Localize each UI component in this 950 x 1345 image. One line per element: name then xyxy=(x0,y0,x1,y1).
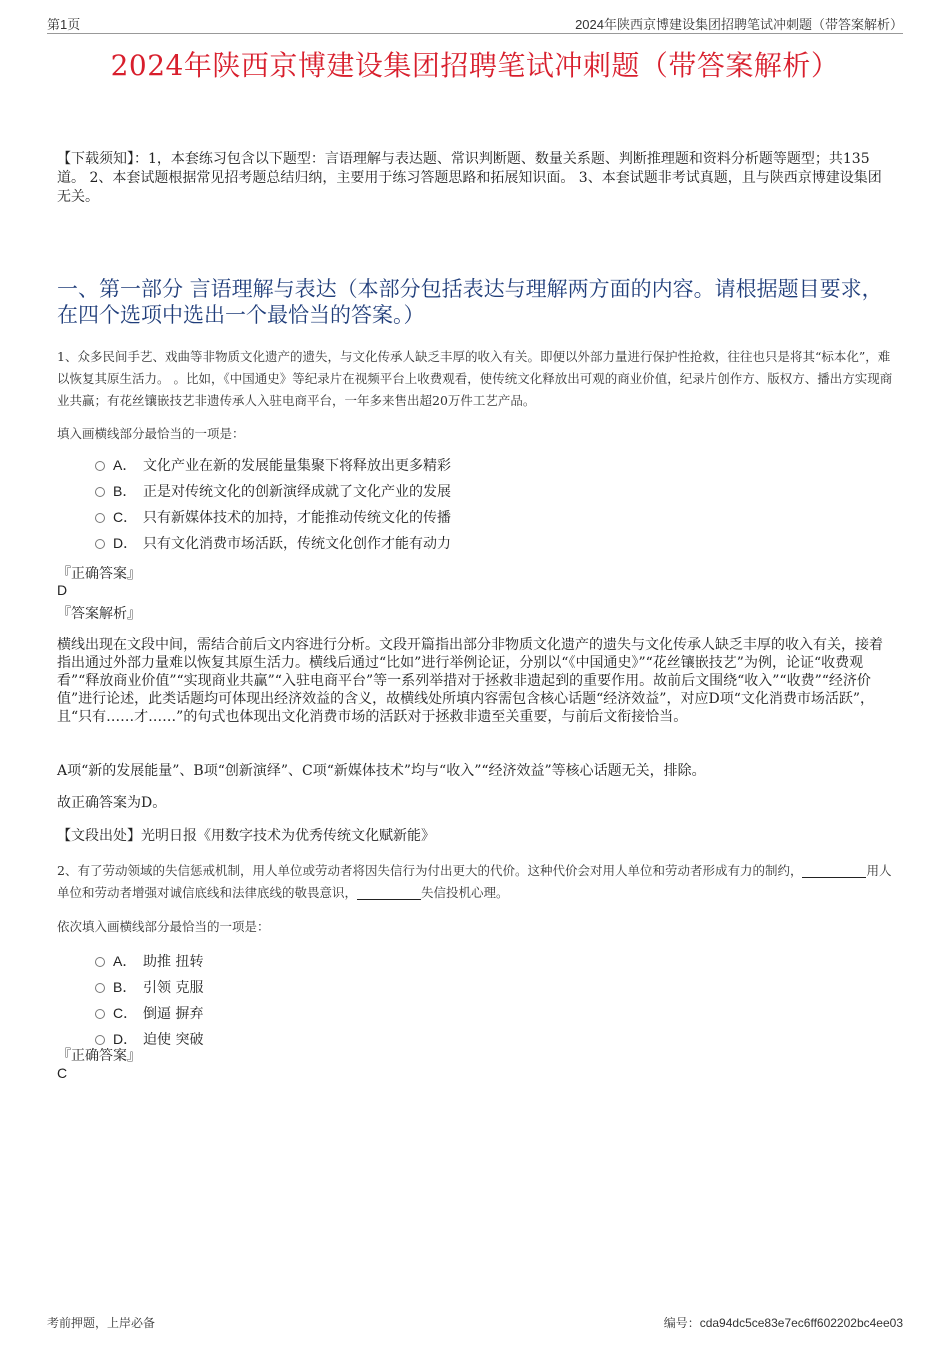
option-text: 引领 克服 xyxy=(143,980,204,996)
section-heading: 一、第一部分 言语理解与表达（本部分包括表达与理解两方面的内容。请根据题目要求，在四个选项中选出一个最恰当的答案。） xyxy=(57,277,883,327)
option-letter: A． xyxy=(113,953,137,969)
download-notice: 【下载须知】：1，本套练习包含以下题型：言语理解与表达题、常识判断题、数量关系题、判断推理题和资料分析题等题型；共135道。 2、本套试题根据常见招考题总结归纳，主要用于练习答题思路和拓展知识面。 3、本套试题非考试真题，且与陕西京博建设集团无关。 xyxy=(57,151,882,205)
question-2-text xyxy=(57,860,895,904)
question-2-part1: 2、有了劳动领域的失信惩戒机制，用人单位或劳动者将因失信行为付出更大的代价。这种代价会对用人单位和劳动者形成有力的制约， xyxy=(57,863,803,878)
option-letter: C． xyxy=(113,1005,138,1021)
option-text: 倒逼 摒弃 xyxy=(143,1006,204,1022)
option-letter: C． xyxy=(113,509,138,525)
option-text: 助推 扭转 xyxy=(143,954,204,970)
question-2-prompt: 依次填入画横线部分最恰当的一项是： xyxy=(57,919,270,934)
option-letter: A． xyxy=(113,457,137,473)
analysis-source: 【文段出处】光明日报《用数字技术为优秀传统文化赋新能》 xyxy=(57,828,435,844)
option-b[interactable] xyxy=(95,974,203,1000)
radio-icon[interactable] xyxy=(95,539,105,549)
question-1-prompt: 填入画横线部分最恰当的一项是： xyxy=(57,426,245,441)
option-d[interactable] xyxy=(95,530,451,556)
option-text: 正是对传统文化的创新演绎成就了文化产业的发展 xyxy=(143,484,451,500)
option-text: 迫使 突破 xyxy=(143,1032,204,1048)
analysis-elimination: A项“新的发展能量”、B项“创新演绎”、C项“新媒体技术”均与“收入”“经济效益”等核心话题无关，排除。 xyxy=(57,763,706,779)
header-divider xyxy=(47,33,903,34)
page-title: 2024年陕西京博建设集团招聘笔试冲刺题（带答案解析） xyxy=(110,49,840,82)
analysis-paragraph: 横线出现在文段中间，需结合前后文内容进行分析。文段开篇指出部分非物质文化遗产的遗失与文化传承人缺乏丰厚的收入有关，接着指出通过外部力量难以恢复其原生活力。横线后通过“比如”进行举例论证，分别以“《中国通史》”“花丝镶嵌技艺”为例，论证“收费观看”“释放商业价值”“实现商业共赢”“入驻电商平台”等一系列举措对于拯救非遗起到的重要作用。故前后文围绕“收入”“收费”“经济价值”进行论述，此类话题均可体现出经济效益的含义，故横线处所填内容需包含核心话题“经济效益”，对应D项“文化消费市场活跃”，且“只有……才……”的句式也体现出文化消费市场的活跃对于拯救非遗至关重要，与前后文衔接恰当。 xyxy=(57,637,883,725)
option-a[interactable] xyxy=(95,452,451,478)
option-letter: B． xyxy=(113,979,137,995)
analysis-conclusion: 故正确答案为D。 xyxy=(57,795,167,811)
footer-code-value: cda94dc5ce83e7ec6ff602202bc4ee03 xyxy=(699,1316,903,1330)
fill-blank xyxy=(802,863,866,878)
header-doc-title: 2024年陕西京博建设集团招聘笔试冲刺题（带答案解析） xyxy=(575,17,903,32)
answer-label: 『正确答案』 xyxy=(57,1048,141,1064)
page-number: 第1页 xyxy=(47,17,81,32)
option-b[interactable] xyxy=(95,478,451,504)
radio-icon[interactable] xyxy=(95,957,105,967)
answer-label: 『正确答案』 xyxy=(57,566,141,582)
question-1-options xyxy=(95,452,451,556)
question-2-part3: 失信投机心理。 xyxy=(421,885,509,900)
option-text: 文化产业在新的发展能量集聚下将释放出更多精彩 xyxy=(143,458,451,474)
answer-value: C xyxy=(57,1065,68,1081)
option-c[interactable] xyxy=(95,1000,203,1026)
answer-value: D xyxy=(57,582,68,598)
option-text: 只有新媒体技术的加持，才能推动传统文化的传播 xyxy=(143,510,451,526)
footer-code-label: 编号： xyxy=(663,1316,700,1330)
footer-code xyxy=(664,1314,903,1331)
radio-icon[interactable] xyxy=(95,1035,105,1045)
radio-icon[interactable] xyxy=(95,1009,105,1019)
option-letter: D． xyxy=(113,535,138,551)
option-a[interactable] xyxy=(95,948,203,974)
question-2-part2: 用人单位和劳动者增强对诚信底线和法律底线的敬畏意识， xyxy=(57,863,892,900)
footer-slogan: 考前押题，上岸必备 xyxy=(47,1316,156,1330)
question-1-text: 1、众多民间手艺、戏曲等非物质文化遗产的遗失，与文化传承人缺乏丰厚的收入有关。即便以外部力量进行保护性抢救，往往也只是将其“标本化”，难以恢复其原生活力。 。比如，《中国通史》等纪录片在视频平台上收费观看，使传统文化释放出可观的商业价值，纪录片创作方、版权方、播出方实现商业共赢；有花丝镶嵌技艺非遗传承人入驻电商平台，一年多来售出超20万件工艺产品。 xyxy=(57,349,893,408)
fill-blank xyxy=(357,885,421,900)
option-letter: D． xyxy=(113,1031,138,1047)
question-2-options xyxy=(95,948,203,1052)
option-letter: B． xyxy=(113,483,137,499)
radio-icon[interactable] xyxy=(95,487,105,497)
option-c[interactable] xyxy=(95,504,451,530)
analysis-label: 『答案解析』 xyxy=(57,606,141,622)
radio-icon[interactable] xyxy=(95,461,105,471)
option-text: 只有文化消费市场活跃，传统文化创作才能有动力 xyxy=(143,536,451,552)
radio-icon[interactable] xyxy=(95,513,105,523)
radio-icon[interactable] xyxy=(95,983,105,993)
